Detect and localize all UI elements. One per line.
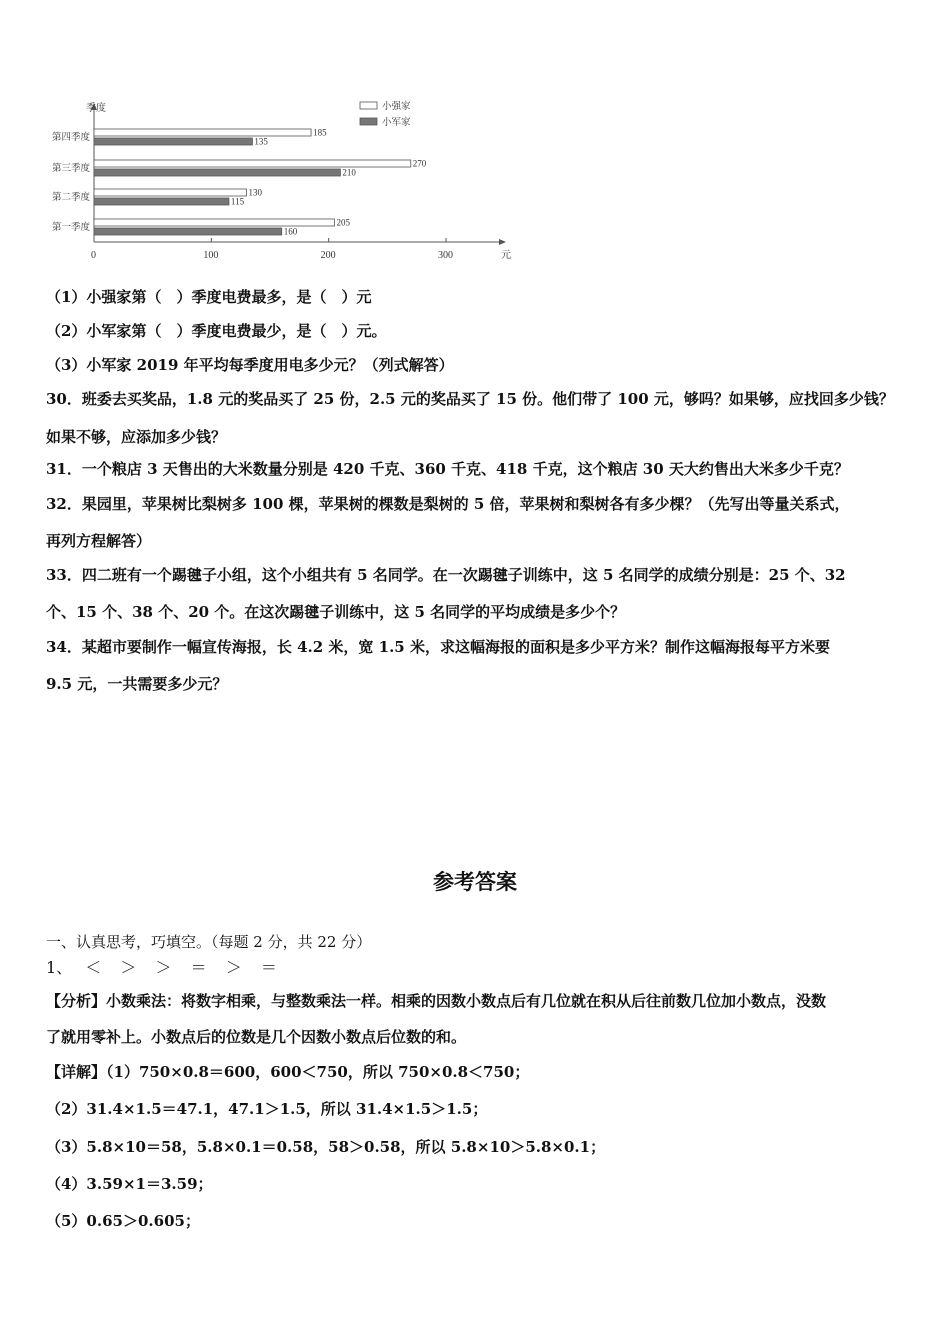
question-34-line-1: 34．某超市要制作一幅宣传海报，长 4.2 米，宽 1.5 米，求这幅海报的面积是多少平方米？制作这幅海报每平方米要 <box>46 638 830 656</box>
bar-xiaojun <box>94 198 229 205</box>
analysis-line-2: 了就用零补上。小数点后的位数是几个因数小数点后位数的和。 <box>46 1028 467 1046</box>
answer-1-row <box>46 955 291 978</box>
answers-section-1-heading: 一、认真思考，巧填空。（每题 2 分，共 22 分） <box>46 933 372 951</box>
bar-xiaoqiang <box>94 189 247 196</box>
question-30-line-2: 如果不够，应添加多少钱？ <box>46 428 227 446</box>
data-label: 130 <box>248 187 263 198</box>
question-32-line-2: 再列方程解答） <box>46 532 152 550</box>
detail-line-3: （3）5.8×10＝58，5.8×0.1＝0.58，58＞0.58，所以 5.8×10＞5.8×0.1； <box>46 1138 606 1156</box>
bar-xiaojun <box>94 169 340 176</box>
legend-swatch <box>360 102 377 109</box>
x-tick-label: 0 <box>91 250 96 261</box>
data-label: 210 <box>342 167 356 178</box>
question-34-line-2: 9.5 元，一共需要多少元？ <box>46 675 228 693</box>
analysis-line-1: 【分析】小数乘法：将数字相乘，与整数乘法一样。相乘的因数小数点后有几位就在积从后往前数几位加小数点，没数 <box>46 992 827 1010</box>
detail-line-4: （4）3.59×1＝3.59； <box>46 1175 213 1193</box>
data-label: 270 <box>412 158 427 169</box>
question-30-line-1: 30．班委去买奖品，1.8 元的奖品买了 25 份，2.5 元的奖品买了 15 份。他们带了 100 元，够吗？如果够，应找回多少钱？ <box>46 390 894 408</box>
data-label: 185 <box>313 127 327 138</box>
question-33-line-1: 33．四二班有一个踢毽子小组，这个小组共有 5 名同学。在一次踢毽子训练中，这 5 名同学的成绩分别是：25 个、32 <box>46 566 846 584</box>
detail-line-5: （5）0.65＞0.605； <box>46 1212 200 1230</box>
answer-1-symbol: ＝ <box>260 958 277 977</box>
bar-xiaoqiang <box>94 160 411 167</box>
x-tick-label: 100 <box>203 250 219 261</box>
answer-1-symbol: ＝ <box>190 958 207 977</box>
category-label: 第四季度 <box>52 133 91 143</box>
category-label: 第二季度 <box>52 193 91 203</box>
y-axis-label: 季度 <box>86 103 106 114</box>
legend-swatch <box>360 118 377 125</box>
x-axis-label: 元 <box>501 250 511 261</box>
category-label: 第一季度 <box>52 223 91 233</box>
answer-1-label: 1、 <box>46 958 73 977</box>
data-label: 135 <box>254 136 268 147</box>
bar-xiaoqiang <box>94 219 335 226</box>
bar-xiaojun <box>94 138 252 145</box>
question-32-line-1: 32．果园里，苹果树比梨树多 100 棵，苹果树的棵数是梨树的 5 倍，苹果树和梨树各有多少棵？（先写出等量关系式， <box>46 495 850 513</box>
answer-1-symbol: ＞ <box>155 958 172 977</box>
detail-line-2: （2）31.4×1.5＝47.1，47.1＞1.5，所以 31.4×1.5＞1.5； <box>46 1100 488 1118</box>
data-label: 205 <box>336 217 351 228</box>
answer-1-symbol: ＜ <box>85 958 102 977</box>
x-tick-label: 300 <box>438 250 453 261</box>
detail-line-1: 【详解】（1）750×0.8＝600，600＜750，所以 750×0.8＜750； <box>46 1063 530 1081</box>
question-31: 31．一个粮店 3 天售出的大米数量分别是 420 千克、360 千克、418 千克，这个粮店 30 天大约售出大米多少千克？ <box>46 460 849 478</box>
question-29-part-1: （1）小强家第（ ）季度电费最多，是（ ）元 <box>46 288 372 306</box>
data-label: 160 <box>283 226 298 237</box>
legend-label: 小军家 <box>382 118 411 128</box>
question-29-part-2: （2）小军家第（ ）季度电费最少，是（ ）元。 <box>46 322 387 340</box>
data-label: 115 <box>230 196 245 207</box>
bar-xiaojun <box>94 228 282 235</box>
question-33-line-2: 个、15 个、38 个、20 个。在这次踢毽子训练中，这 5 名同学的平均成绩是多少个？ <box>46 603 626 621</box>
answer-1-symbol: ＞ <box>225 958 242 977</box>
question-29-part-3: （3）小军家 2019 年平均每季度用电多少元？（列式解答） <box>46 356 454 374</box>
electricity-bar-chart <box>44 96 514 268</box>
category-label: 第三季度 <box>52 164 91 174</box>
x-tick-label: 200 <box>320 250 336 261</box>
legend-label: 小强家 <box>382 102 411 112</box>
answer-1-symbol: ＞ <box>120 958 137 977</box>
answers-title: 参考答案 <box>433 870 517 894</box>
bar-xiaoqiang <box>94 129 311 136</box>
x-axis-arrow <box>499 239 506 245</box>
